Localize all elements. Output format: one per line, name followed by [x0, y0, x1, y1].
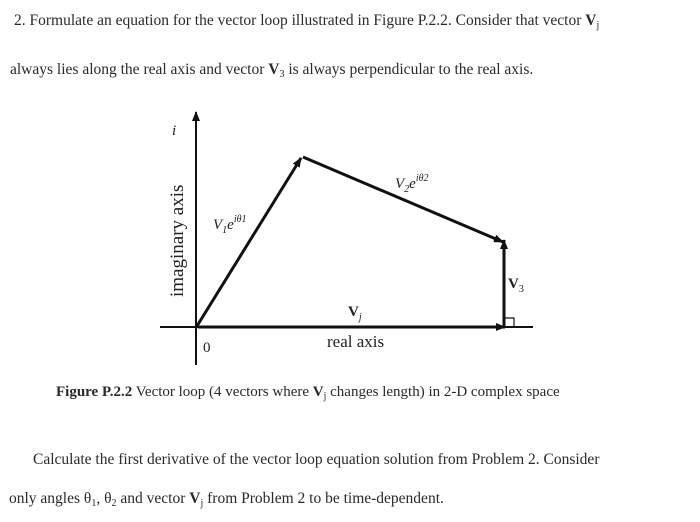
- vector-v3-subscript: 3: [279, 69, 285, 80]
- theta-2-symbol: θ: [104, 490, 112, 507]
- followup-line-2-text-a: only angles: [9, 490, 84, 507]
- v2-label-subscript: 2: [404, 184, 410, 195]
- figure-caption-label: Figure P.2.2: [56, 384, 133, 400]
- problem-line-2-text-b: is always perpendicular to the real axis.: [284, 61, 534, 78]
- v1-label-e: e: [227, 217, 234, 233]
- figure-caption-text-b: changes length) in 2-D complex space: [326, 384, 560, 400]
- vector-v1-arrow: [197, 158, 301, 326]
- v2-label-base: V: [395, 176, 405, 192]
- v2-label-exponent: iθ2: [415, 173, 429, 184]
- followup-line-1: Calculate the first derivative of the vector loop equation solution from Problem 2. Consider: [33, 451, 600, 468]
- v1-label-subscript: 1: [222, 225, 228, 236]
- real-axis-label: real axis: [327, 332, 385, 351]
- v3-label: [508, 276, 524, 295]
- imaginary-axis-label: imaginary axis: [167, 184, 188, 297]
- theta-2-subscript: 2: [111, 498, 117, 509]
- followup-line-2-comma: ,: [96, 490, 105, 507]
- vj-label: [348, 304, 362, 323]
- figure-caption-text-a: Vector loop (4 vectors where: [132, 384, 313, 400]
- vj-label-subscript: j: [358, 312, 362, 323]
- v3-label-subscript: 3: [518, 284, 524, 295]
- vj-label-base: V: [348, 304, 359, 320]
- origin-label: 0: [203, 340, 211, 356]
- followup-line-2-text-c: from Problem 2 to be time-dependent.: [203, 490, 444, 507]
- theta-1-subscript: 1: [91, 498, 97, 509]
- followup-line-2: [9, 490, 444, 509]
- vector-v3-symbol: V: [268, 61, 280, 78]
- caption-vj-subscript: j: [323, 391, 327, 402]
- right-angle-marker: [505, 318, 514, 327]
- v1-label: [213, 214, 247, 236]
- v1-label-exponent: iθ1: [233, 214, 247, 225]
- followup-vj-symbol: V: [189, 490, 201, 507]
- caption-vj-symbol: V: [312, 384, 324, 400]
- followup-vj-subscript: j: [200, 498, 204, 509]
- vector-v2-arrow: [303, 157, 503, 242]
- problem-line-2-text-a: always lies along the real axis and vector: [10, 61, 269, 78]
- v3-label-base: V: [508, 276, 519, 292]
- v2-label-e: e: [409, 176, 416, 192]
- v1-label-base: V: [213, 217, 223, 233]
- i-axis-label: i: [172, 123, 177, 139]
- vector-vj-subscript: j: [596, 20, 600, 31]
- v2-label: [395, 173, 429, 195]
- problem-line-1-text: 2. Formulate an equation for the vector loop illustrated in Figure P.2.2. Consider that vector: [14, 12, 586, 29]
- theta-1-symbol: θ: [83, 490, 92, 507]
- vector-vj-symbol: V: [585, 12, 597, 29]
- figure-caption: [56, 384, 560, 402]
- followup-line-2-text-b: and vector: [116, 490, 190, 507]
